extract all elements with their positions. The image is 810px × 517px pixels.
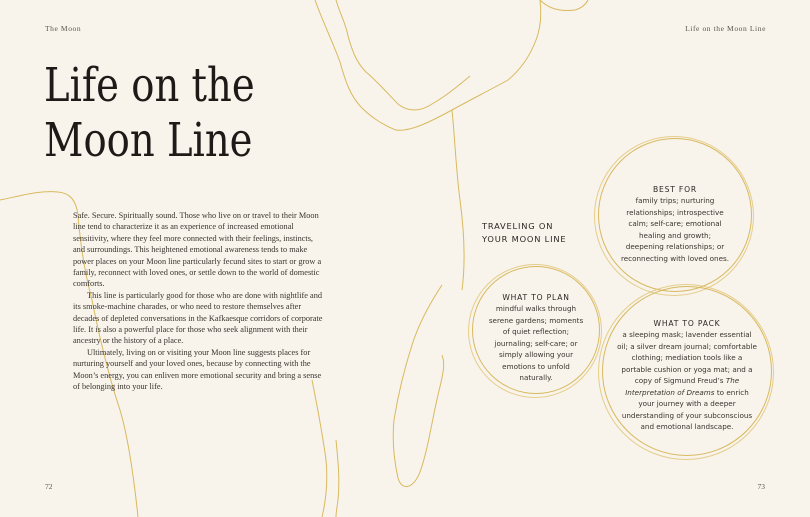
title-line-1: Life on the (44, 58, 255, 113)
best-for-title: BEST FOR (653, 185, 697, 194)
body-copy (73, 210, 323, 393)
sidebar-heading-line-2: YOUR MOON LINE (482, 234, 567, 244)
left-running-head: The Moon (45, 24, 82, 33)
what-to-plan-title: WHAT TO PLAN (502, 293, 570, 302)
sidebar-heading (482, 220, 592, 246)
title-line-2: Moon Line (44, 113, 253, 168)
what-to-plan-text: mindful walks through serene gardens; moments of quiet reflection; journaling; self-care; or simply allowing your emotions to unfold naturally. (488, 304, 584, 382)
body-paragraph-2: This line is particularly good for those who are done with nightlife and its smoke-machine charades, or who need to restore themselves after decades of depleted conversations in the Kafkaesque corridors of corporate life. It is also a powerful place for those who seek alignment with their ancestry or the history of a place. (73, 290, 323, 346)
body-paragraph-3: Ultimately, living on or visiting your Moon line suggests places for nurturing yourself and your loved ones, because by connecting with the Moon’s energy, you can enliven more emotional security and bring a sense of belonging into your life. (73, 347, 322, 392)
what-to-pack-text (617, 329, 757, 433)
what-to-plan-circle (472, 266, 600, 394)
chapter-title (44, 58, 290, 168)
what-to-pack-text-start: a sleeping mask; lavender essential oil; a silver dream journal; comfortable clothing; mediation tools like a portable cushion or yoga mat; and a copy of Sigmund Freud’s (617, 330, 757, 385)
what-to-pack-circle (602, 286, 772, 456)
right-page-number: 73 (757, 482, 765, 491)
sidebar-heading-line-1: TRAVELING ON (482, 221, 554, 231)
best-for-circle (598, 138, 752, 292)
body-paragraph-1: Safe. Secure. Spiritually sound. Those who live on or travel to their Moon line tend to characterize it as an experience of increased emotional sensitivity, where they feel more connected with their feelings, instincts, and surroundings. This heightened emotional awareness tends to make power places on your Moon line particularly fecund sites to start or grow a family, reconnect with loved ones, or settle down to the world of domestic comforts. (73, 211, 322, 289)
what-to-pack-title: WHAT TO PACK (653, 319, 721, 328)
left-page-number: 72 (45, 482, 53, 491)
right-running-head: Life on the Moon Line (685, 24, 766, 33)
what-to-pack-text-end: to enrich your journey with a deeper understanding of your subconscious and emotional landscape. (621, 387, 753, 431)
book-title: The Interpretation of Dreams (625, 376, 740, 397)
best-for-text: family trips; nurturing relationships; introspective calm; self-care; emotional healing and growth; deepening relationships; or reconnecting with loved ones. (620, 196, 730, 263)
